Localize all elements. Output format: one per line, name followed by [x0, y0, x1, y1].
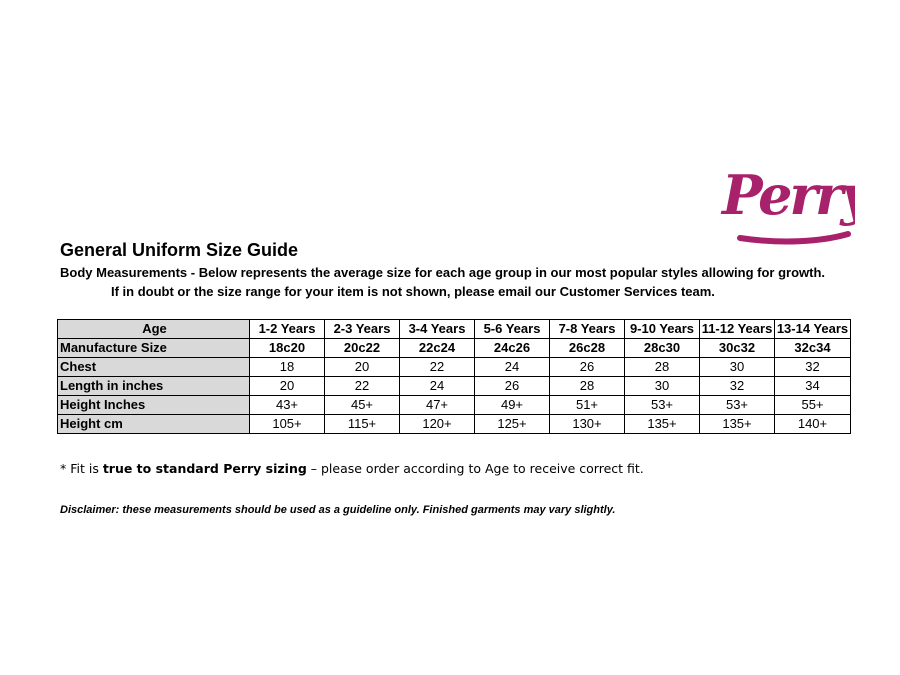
table-cell: 55+ — [775, 396, 851, 415]
footnote-bold: true to standard Perry sizing — [102, 461, 307, 476]
table-cell: 53+ — [700, 396, 775, 415]
table-cell: 53+ — [625, 396, 700, 415]
table-cell: 24c26 — [475, 339, 550, 358]
table-cell: 45+ — [325, 396, 400, 415]
size-table — [57, 319, 851, 434]
table-cell: 135+ — [700, 415, 775, 434]
row-label: Height Inches — [58, 396, 250, 415]
table-cell: 130+ — [550, 415, 625, 434]
table-cell: 26 — [550, 358, 625, 377]
header-cell: 11-12 Years — [700, 320, 775, 339]
table-header-row — [58, 320, 851, 339]
table-cell: 20 — [325, 358, 400, 377]
row-label: Length in inches — [58, 377, 250, 396]
table-cell: 105+ — [250, 415, 325, 434]
fit-footnote — [60, 461, 644, 476]
table-cell: 22 — [325, 377, 400, 396]
table-cell: 47+ — [400, 396, 475, 415]
header-cell: 5-6 Years — [475, 320, 550, 339]
table-cell: 18c20 — [250, 339, 325, 358]
subtitle-line-2: If in doubt or the size range for your item is not shown, please email our Customer Services team. — [111, 284, 715, 299]
header-cell: 3-4 Years — [400, 320, 475, 339]
footnote-prefix: * Fit is — [60, 461, 103, 476]
row-label: Chest — [58, 358, 250, 377]
header-cell: 9-10 Years — [625, 320, 700, 339]
table-cell: 125+ — [475, 415, 550, 434]
table-cell: 115+ — [325, 415, 400, 434]
table-cell: 18 — [250, 358, 325, 377]
table-cell: 20 — [250, 377, 325, 396]
table-cell: 24 — [475, 358, 550, 377]
disclaimer: Disclaimer: these measurements should be used as a guideline only. Finished garments may vary slightly. — [60, 504, 616, 516]
table-cell: 140+ — [775, 415, 851, 434]
table-cell: 30 — [625, 377, 700, 396]
table-cell: 28 — [625, 358, 700, 377]
table-row — [58, 415, 851, 434]
table-cell: 30c32 — [700, 339, 775, 358]
header-age-label: Age — [58, 320, 250, 339]
table-cell: 30 — [700, 358, 775, 377]
table-row — [58, 377, 851, 396]
header-cell: 2-3 Years — [325, 320, 400, 339]
perry-logo — [720, 152, 855, 247]
table-cell: 32 — [700, 377, 775, 396]
table-cell: 43+ — [250, 396, 325, 415]
table-cell: 34 — [775, 377, 851, 396]
table-cell: 20c22 — [325, 339, 400, 358]
header-cell: 1-2 Years — [250, 320, 325, 339]
table-cell: 22 — [400, 358, 475, 377]
table-cell: 28 — [550, 377, 625, 396]
footnote-suffix: – please order according to Age to receive correct fit. — [306, 461, 644, 476]
table-cell: 26c28 — [550, 339, 625, 358]
subtitle-line-1: Body Measurements - Below represents the average size for each age group in our most popular styles allowing for growth. — [60, 265, 826, 280]
table-cell: 28c30 — [625, 339, 700, 358]
table-row — [58, 358, 851, 377]
perry-logo-icon — [720, 152, 855, 247]
table-cell: 32c34 — [775, 339, 851, 358]
table-cell: 26 — [475, 377, 550, 396]
table-cell: 24 — [400, 377, 475, 396]
row-label: Manufacture Size — [58, 339, 250, 358]
table-cell: 120+ — [400, 415, 475, 434]
header-cell: 7-8 Years — [550, 320, 625, 339]
table-cell: 135+ — [625, 415, 700, 434]
table-cell: 32 — [775, 358, 851, 377]
table-row — [58, 396, 851, 415]
svg-text:Perry: Perry — [722, 163, 855, 227]
table-row — [58, 339, 851, 358]
table-cell: 49+ — [475, 396, 550, 415]
table-cell: 22c24 — [400, 339, 475, 358]
row-label: Height cm — [58, 415, 250, 434]
table-cell: 51+ — [550, 396, 625, 415]
page-title: General Uniform Size Guide — [60, 240, 299, 260]
header-cell: 13-14 Years — [775, 320, 851, 339]
